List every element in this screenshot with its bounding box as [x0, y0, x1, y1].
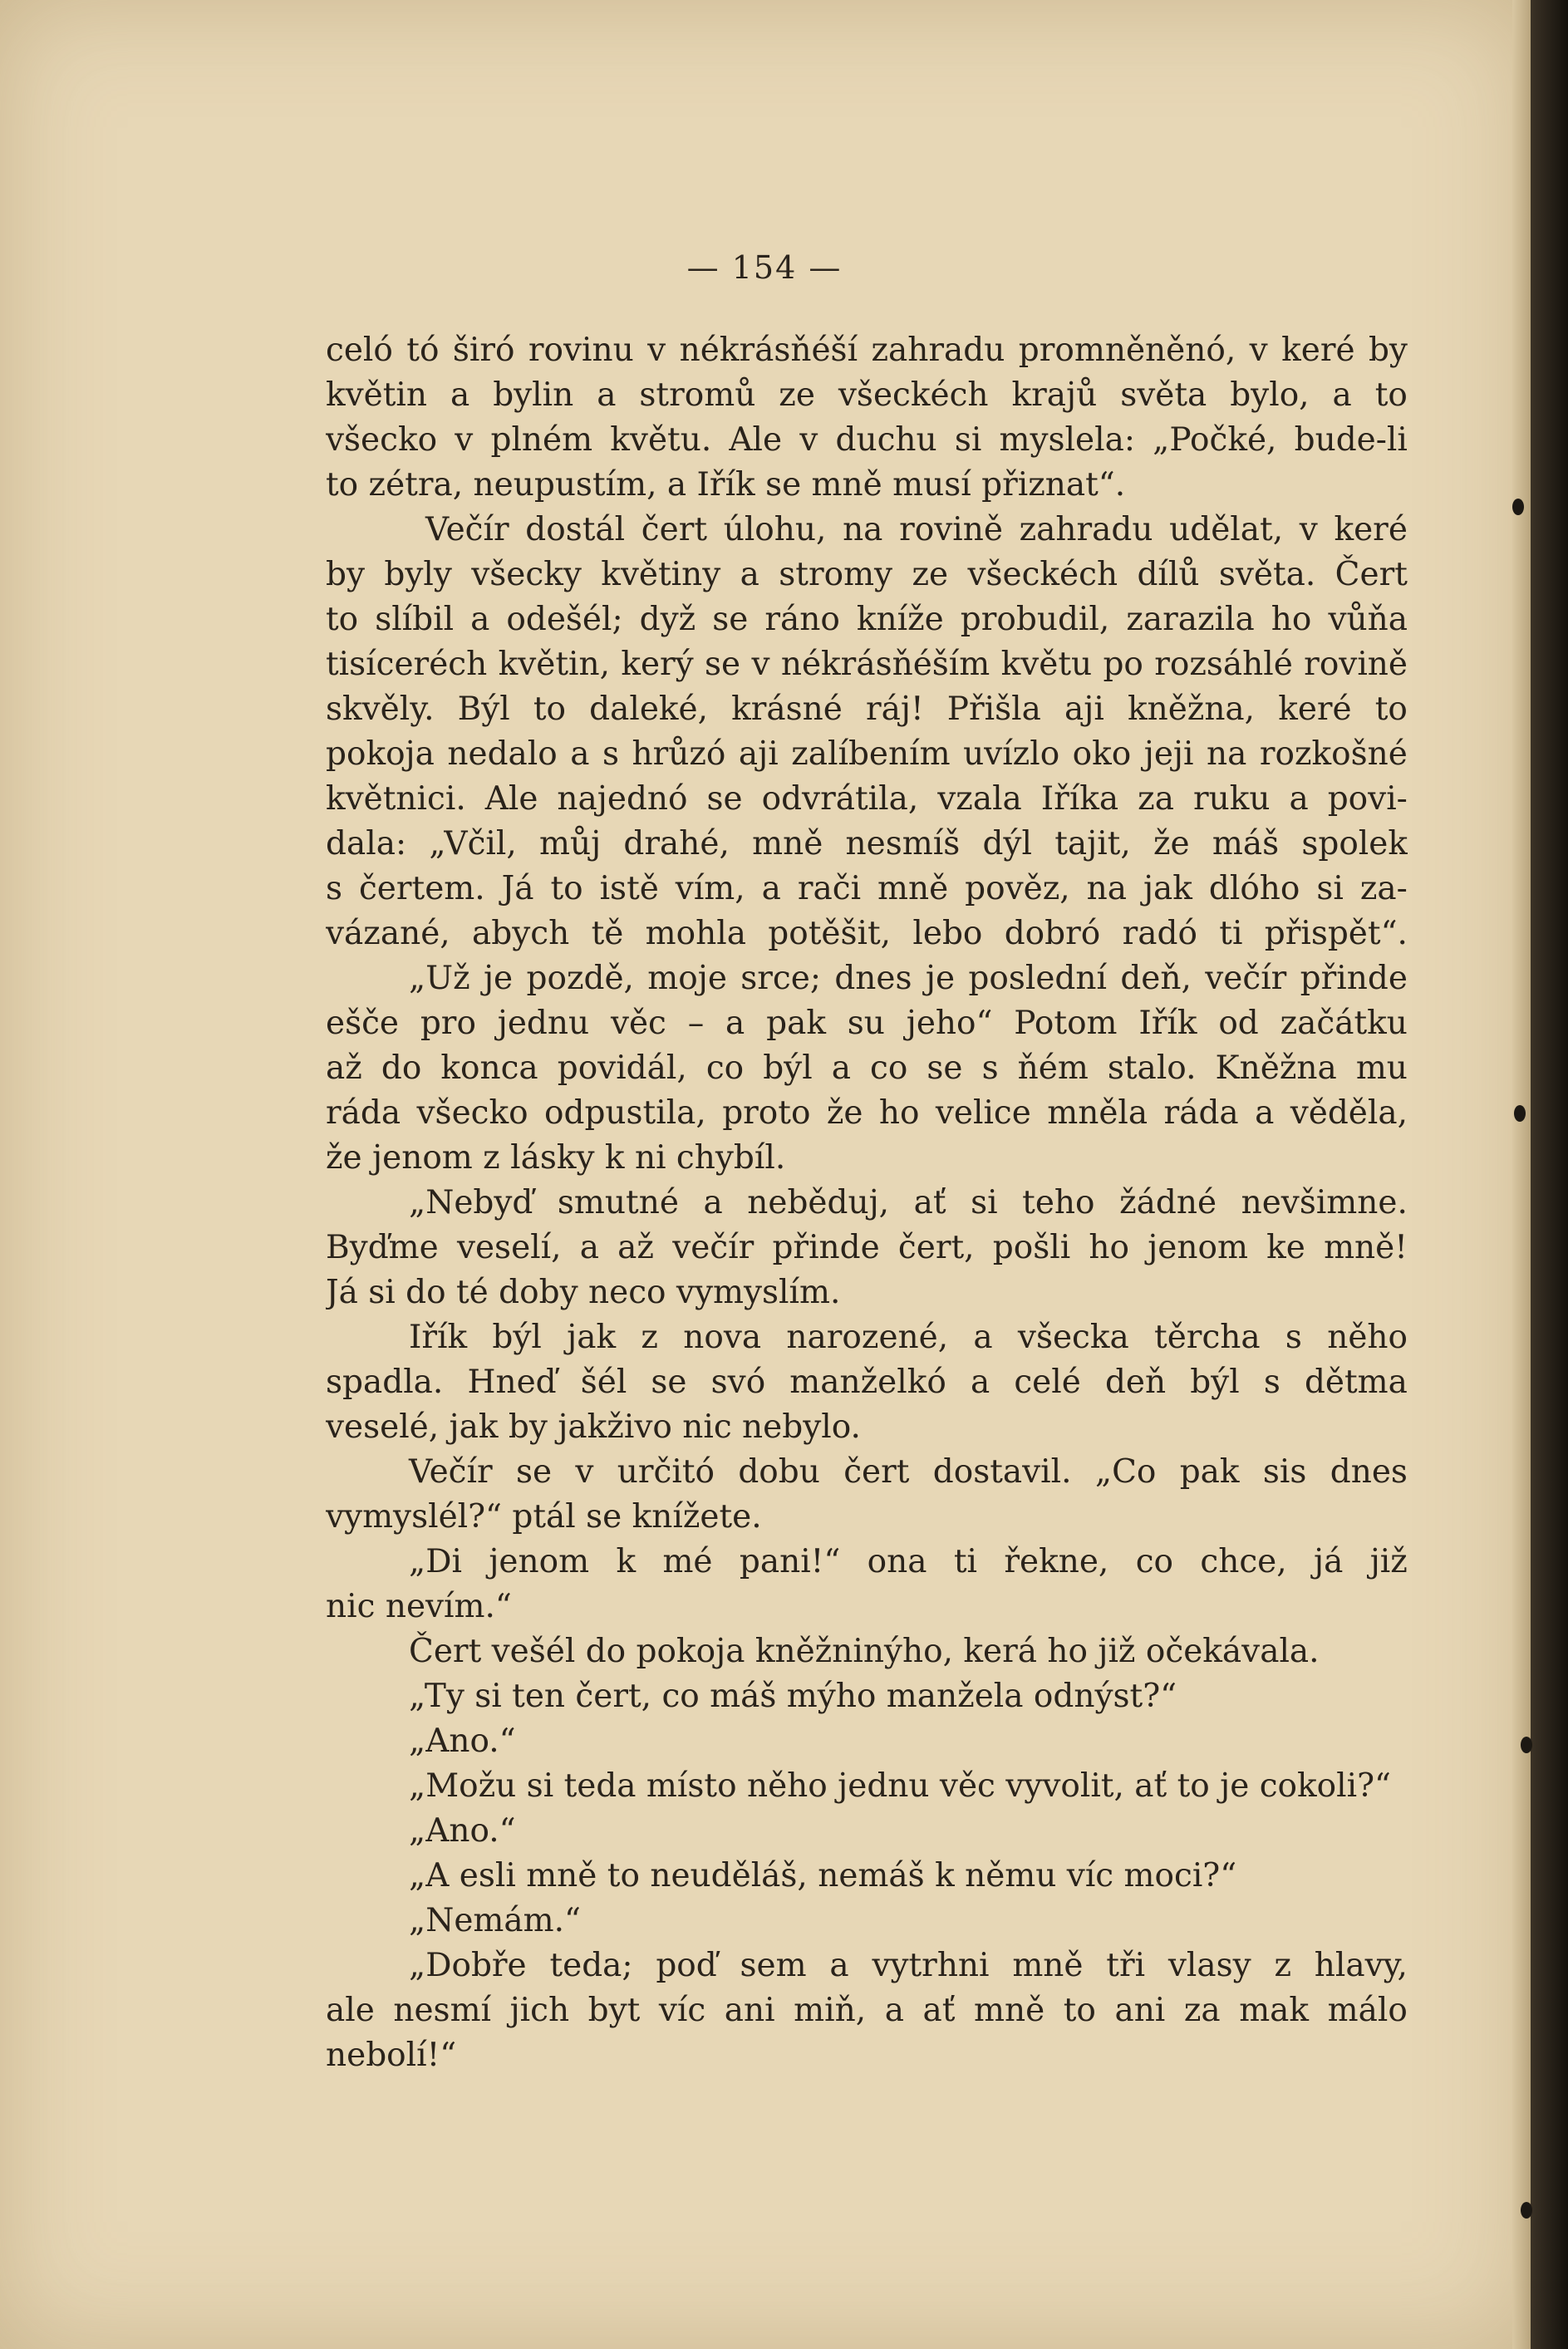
- text-line: „Ano.“: [409, 1722, 516, 1760]
- binding-mark: [1521, 2202, 1532, 2219]
- binding-mark: [1512, 499, 1524, 515]
- text-line: „Dobře teda; poď sem a vytrhni mně tři vlasy z hlavy,: [409, 1947, 1408, 1984]
- text-line: by byly všecky květiny a stromy ze všeckéch dílů světa. Čert: [326, 556, 1408, 593]
- text-line: „Di jenom k mé pani!“ ona ti řekne, co chce, já již: [409, 1543, 1408, 1580]
- text-line: Já si do té doby neco vymyslím.: [326, 1274, 841, 1311]
- binding-mark: [1514, 1105, 1526, 1122]
- text-line: „A esli mně to neuděláš, nemáš k němu víc moci?“: [409, 1857, 1237, 1894]
- text-line: „Ano.“: [409, 1812, 516, 1850]
- text-line: skvěly. Býl to daleké, krásné ráj! Přišla aji kněžna, keré to: [326, 690, 1408, 728]
- text-line: s čertem. Já to istě vím, a rači mně pověz, na jak dlóho si za-: [326, 870, 1408, 907]
- text-line: Iřík býl jak z nova narozené, a všecka těrcha s něho: [409, 1319, 1408, 1356]
- text-line: „Ty si ten čert, co máš mýho manžela odnýst?“: [409, 1678, 1177, 1715]
- text-line: „Možu si teda místo něho jednu věc vyvolit, ať to je cokoli?“: [409, 1767, 1391, 1805]
- text-line: tisíceréch květin, kerý se v nékrásňéším květu po rozsáhlé rovině: [326, 646, 1408, 683]
- text-block: [326, 328, 1408, 2078]
- text-line: to slíbil a odešél; dyž se ráno kníže probudil, zarazila ho vůňa: [326, 601, 1408, 638]
- text-line: Čert vešél do pokoja kněžninýho, kerá ho již očekávala.: [409, 1633, 1320, 1670]
- text-line: „Nebyď smutné a neběduj, ať si teho žádné nevšimne.: [409, 1184, 1408, 1221]
- text-line: až do konca povidál, co býl a co se s ňém stalo. Kněžna mu: [326, 1049, 1408, 1087]
- text-line: to zétra, neupustím, a Iřík se mně musí přiznat“.: [326, 466, 1126, 504]
- text-line: ale nesmí jich byt víc ani miň, a ať mně to ani za mak málo: [326, 1992, 1408, 2029]
- text-line: květin a bylin a stromů ze všeckéch krajů světa bylo, a to: [326, 376, 1408, 414]
- text-line: ráda všecko odpustila, proto že ho velice mněla ráda a věděla,: [326, 1094, 1408, 1132]
- text-line: celó tó širó rovinu v nékrásňéší zahradu promněněnó, v keré by: [326, 332, 1408, 369]
- text-line: vymyslél?“ ptál se knížete.: [326, 1498, 762, 1536]
- binding-mark: [1521, 1737, 1532, 1753]
- text-line: vázané, abych tě mohla potěšit, lebo dobró radó ti přispět“.: [326, 915, 1408, 952]
- text-line: „Už je pozdě, moje srce; dnes je poslední deň, večír přinde: [409, 960, 1408, 997]
- page-number: — 154 —: [686, 249, 843, 286]
- text-line: ešče pro jednu věc – a pak su jeho“ Potom Iřík od začátku: [326, 1005, 1408, 1042]
- text-line: Večír se v určitó dobu čert dostavil. „Co pak sis dnes: [409, 1453, 1408, 1491]
- text-line: nic nevím.“: [326, 1588, 512, 1625]
- page-edge: [1512, 0, 1531, 2349]
- text-line: veselé, jak by jakživo nic nebylo.: [326, 1408, 861, 1446]
- text-line: „Nemám.“: [409, 1902, 581, 1939]
- book-spine: [1531, 0, 1568, 2349]
- text-line: květnici. Ale najednó se odvrátila, vzala Iříka za ruku a povi-: [326, 780, 1408, 818]
- text-line: dala: „Včil, můj drahé, mně nesmíš dýl tajit, že máš spolek: [326, 825, 1408, 862]
- text-line: že jenom z lásky k ni chybíl.: [326, 1139, 786, 1177]
- text-line: všecko v plném květu. Ale v duchu si myslela: „Počké, bude-li: [326, 421, 1408, 459]
- text-line: spadla. Hneď šél se svó manželkó a celé deň býl s dětma: [326, 1364, 1408, 1401]
- text-line: nebolí!“: [326, 2037, 457, 2074]
- text-line: pokoja nedalo a s hrůzó aji zalíbením uvízlo oko jeji na rozkošné: [326, 735, 1408, 773]
- text-line: Byďme veselí, a až večír přinde čert, pošli ho jenom ke mně!: [326, 1229, 1408, 1266]
- text-line: Večír dostál čert úlohu, na rovině zahradu udělat, v keré: [425, 511, 1408, 548]
